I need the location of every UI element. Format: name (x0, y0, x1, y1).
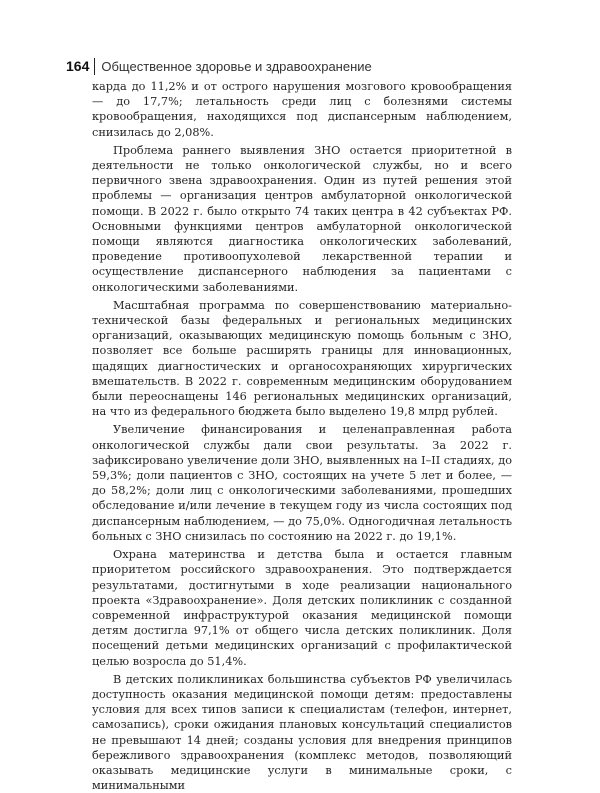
paragraph-child-clinics: В детских поликлиниках большинства субъектов РФ увеличилась доступность оказания медицинской помощи детям: предоставлены условия для всех типов записи к специалистам (телефон, интернет, самозапись), сроки ожидания плановых консультаций специалистов не превышают 14 дней; созданы условия для внедрения принципов бережливого здравоохранения (комплекс методов, позволяющий оказывать медицинские услуги в минимальные сроки, с минимальными (92, 672, 512, 793)
running-title: Общественное здоровье и здравоохранение (101, 58, 372, 74)
header-divider (94, 58, 95, 75)
page-number: 164 (66, 58, 90, 74)
page-header (66, 57, 372, 75)
body-text (92, 79, 512, 793)
paragraph-maternal-child: Охрана материнства и детства была и остается главным приоритетом российского здравоохранения. Это подтверждается результатами, достигнутыми в ходе реализации национального проекта «Здравоохранение». Доля детских поликлиник с созданной современной инфраструктурой оказания медицинской помощи детям достигла 97,1% от общего числа детских поликлиник. Доля посещений детьми медицинских организаций с профилактической целью возросла до 51,4%. (92, 548, 512, 668)
paragraph-early-detection: Проблема раннего выявления ЗНО остается приоритетной в деятельности не только онкологической службы, но и всего первичного звена здравоохранения. Один из путей решения этой проблемы — организация центров амбулаторной онкологической помощи. В 2022 г. было открыто 74 таких центра в 42 субъектах РФ. Основными функциями центров амбулаторной онкологической помощи являются диагностика онкологических заболеваний, проведение противоопухолевой лекарственной терапии и осуществление диспансерного наблюдения за пациентами с онкологическими заболеваниями. (92, 143, 512, 294)
paragraph-equipment-program: Масштабная программа по совершенствованию материально-технической базы федеральных и региональных медицинских организаций, оказывающих медицинскую помощь больным с ЗНО, позволяет все больше расширять границы для инновационных, щадящих диагностических и органосохраняющих хирургических вмешательств. В 2022 г. современным медицинским оборудованием были переоснащены 146 региональных медицинских организаций, на что из федерального бюджета было выделено 19,8 млрд рублей. (92, 298, 512, 419)
paragraph-oncology-results: Увеличение финансирования и целенаправленная работа онкологической службы дали свои результаты. За 2022 г. зафиксировано увеличение доли ЗНО, выявленных на I–II стадиях, до 59,3%; доли пациентов с ЗНО, состоящих на учете 5 лет и более, — до 58,2%; доли лиц с онкологическими заболеваниями, прошедших обследование и/или лечение в текущем году из числа состоящих под диспансерным наблюдением, — до 75,0%. Одногодичная летальность больных с ЗНО снизилась по состоянию на 2022 г. до 19,1%. (92, 423, 512, 543)
paragraph-continuation: карда до 11,2% и от острого нарушения мозгового кровообращения — до 17,7%; летальность среди лиц с болезнями системы кровообращения, находящихся под диспансерным наблюдением, снизилась до 2,08%. (92, 80, 512, 139)
